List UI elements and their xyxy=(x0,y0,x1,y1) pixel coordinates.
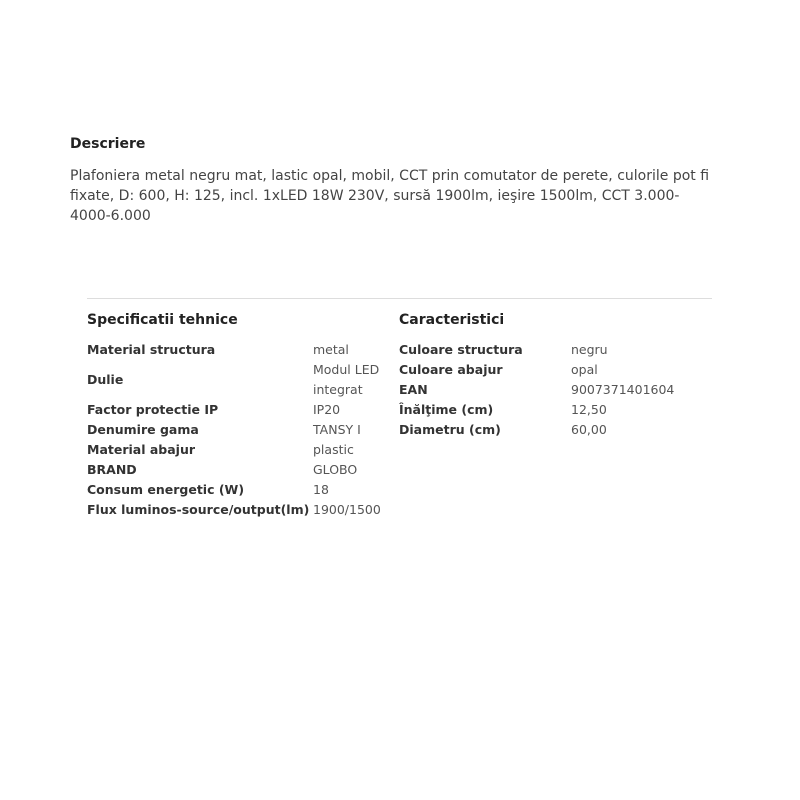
table-row xyxy=(399,420,701,440)
table-row xyxy=(87,360,393,400)
spec-value: GLOBO xyxy=(313,462,358,477)
spec-value: Modul LED integrat xyxy=(313,362,380,397)
table-row xyxy=(87,460,393,480)
table-row xyxy=(87,340,393,360)
spec-key: Consum energetic (W) xyxy=(87,482,245,497)
section-divider xyxy=(87,298,712,299)
spec-key: Material structura xyxy=(87,342,216,357)
table-row xyxy=(399,340,701,360)
description-text: Plafoniera metal negru mat, lastic opal, mobil, CCT prin comutator de perete, culorile pot fi fixate, D: 600, H: 125, incl. 1xLED 18W 230V, sursă 1900lm, ieşire 1500lm, CCT 3.000-4000-6.000 xyxy=(70,168,710,224)
table-row xyxy=(87,420,393,440)
spec-value: 1900/1500 xyxy=(313,502,381,517)
description-title: Descriere xyxy=(70,136,146,152)
table-row xyxy=(87,440,393,460)
spec-value: 18 xyxy=(313,482,329,497)
characteristic-value: 9007371401604 xyxy=(571,382,675,397)
characteristic-value: 60,00 xyxy=(571,422,607,437)
spec-value: metal xyxy=(313,342,349,357)
table-row xyxy=(87,500,393,520)
table-row xyxy=(87,400,393,420)
spec-key: Factor protectie IP xyxy=(87,402,219,417)
table-row xyxy=(399,360,701,380)
characteristic-key: EAN xyxy=(399,382,428,397)
spec-key: Material abajur xyxy=(87,442,196,457)
characteristic-key: Diametru (cm) xyxy=(399,422,501,437)
spec-value: IP20 xyxy=(313,402,341,417)
characteristics-title: Caracteristici xyxy=(399,312,505,328)
spec-key: Denumire gama xyxy=(87,422,199,437)
specs-table xyxy=(87,340,393,520)
table-row xyxy=(399,380,701,400)
spec-value: TANSY I xyxy=(313,422,361,437)
table-row xyxy=(87,480,393,500)
spec-key: BRAND xyxy=(87,462,137,477)
characteristic-key: Înălţime (cm) xyxy=(399,402,494,417)
characteristic-value: negru xyxy=(571,342,608,357)
characteristics-table xyxy=(399,340,701,440)
table-row xyxy=(399,400,701,420)
spec-key: Dulie xyxy=(87,372,124,387)
spec-value: plastic xyxy=(313,442,354,457)
spec-key: Flux luminos-source/output(lm) xyxy=(87,502,310,517)
characteristic-value: opal xyxy=(571,362,598,377)
characteristic-key: Culoare structura xyxy=(399,342,523,357)
specs-title: Specificatii tehnice xyxy=(87,312,238,328)
characteristic-value: 12,50 xyxy=(571,402,607,417)
characteristic-key: Culoare abajur xyxy=(399,362,503,377)
